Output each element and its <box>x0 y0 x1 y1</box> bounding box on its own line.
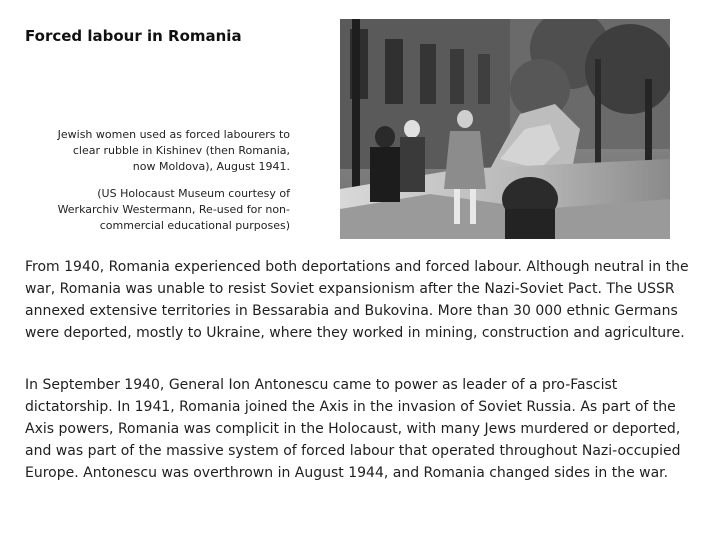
photo-credit: (US Holocaust Museum courtesy of Werkarchiv Westermann, Re-used for non-commercial educational purposes) <box>57 187 290 232</box>
historical-photo <box>340 19 670 239</box>
body-paragraph: In September 1940, General Ion Antonescu came to power as leader of a pro-Fascist dictatorship. In 1941, Romania joined the Axis in the invasion of Soviet Russia. As part of the Axis powers, Romania was complicit in the Holocaust, with many Jews murdered or deported, and was part of the massive system of forced labour that operated throughout Nazi-occupied Europe. Antonescu was overthrown in August 1944, and Romania changed sides in the war. <box>25 377 681 481</box>
photo-caption: Jewish women used as forced labourers to clear rubble in Kishinev (then Romania, now Moldova), August 1941. <box>57 128 290 173</box>
page-title: Forced labour in Romania <box>25 27 242 45</box>
body-paragraph: From 1940, Romania experienced both deportations and forced labour. Although neutral in the war, Romania was unable to resist Soviet expansionism after the Nazi-Soviet Pact. The USSR annexed extensive territories in Bessarabia and Bukovina. More than 30 000 ethnic Germans were deported, mostly to Ukraine, where they worked in mining, construction and agriculture. <box>25 259 689 341</box>
